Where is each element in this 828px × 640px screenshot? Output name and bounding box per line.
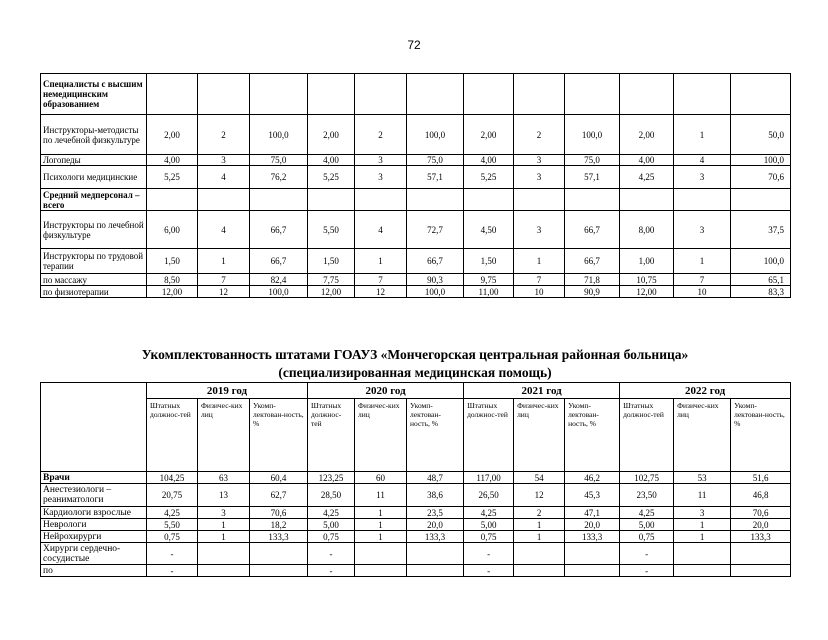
table-row	[41, 565, 791, 577]
row-label: Средний медперсонал – всего	[41, 189, 147, 211]
table-cell: 100,0	[407, 286, 464, 298]
table-cell: 3	[198, 507, 250, 519]
table-cell: 104,25	[147, 472, 198, 484]
table-cell: 100,0	[565, 115, 620, 155]
table-cell: 60,4	[250, 472, 308, 484]
table-cell	[308, 189, 355, 211]
table-cell	[407, 543, 464, 565]
table-cell: 0,75	[464, 531, 514, 543]
table-cell: 3	[674, 166, 731, 189]
table-cell: 4,25	[620, 507, 674, 519]
table-cell: 70,6	[250, 507, 308, 519]
table-cell: 117,00	[464, 472, 514, 484]
table-row	[41, 211, 791, 249]
table-row	[41, 74, 791, 115]
table-cell: -	[308, 565, 355, 577]
table-cell: 4	[198, 211, 250, 249]
column-subheader: Штатных должнос-тей	[464, 399, 514, 472]
table-cell: -	[620, 565, 674, 577]
table-cell	[514, 74, 565, 115]
table-cell: 6,00	[147, 211, 198, 249]
table-cell: 5,00	[308, 519, 355, 531]
table-cell: 66,7	[250, 211, 308, 249]
table-row	[41, 166, 791, 189]
table-cell: 4,50	[464, 211, 514, 249]
table-cell: 46,8	[731, 484, 791, 507]
table-row	[41, 115, 791, 155]
table-cell: 5,50	[147, 519, 198, 531]
table-row	[41, 189, 791, 211]
table-cell: 7	[198, 274, 250, 286]
table-cell: 133,3	[250, 531, 308, 543]
table-cell	[731, 189, 791, 211]
table-cell: 4,25	[464, 507, 514, 519]
table-cell	[250, 565, 308, 577]
table-cell: 133,3	[731, 531, 791, 543]
table-cell: 1,50	[308, 249, 355, 274]
table-row	[41, 484, 791, 507]
table-cell	[674, 565, 731, 577]
table-subtitle: (специализированная медицинская помощь)	[278, 365, 552, 380]
table-cell: 2,00	[464, 115, 514, 155]
table-cell: 100,0	[250, 286, 308, 298]
table-cell: 71,8	[565, 274, 620, 286]
table-cell: 8,50	[147, 274, 198, 286]
table-cell	[620, 74, 674, 115]
table-cell: 102,75	[620, 472, 674, 484]
year-header: 2022 год	[620, 383, 791, 399]
column-subheader: Физичес-ких лиц	[198, 399, 250, 472]
table-cell: 5,50	[308, 211, 355, 249]
table-cell: 4	[355, 211, 407, 249]
table-cell: 133,3	[565, 531, 620, 543]
table-row	[41, 543, 791, 565]
table-cell: 9,75	[464, 274, 514, 286]
table-cell: 8,00	[620, 211, 674, 249]
table-cell: 47,1	[565, 507, 620, 519]
table-cell: 1	[674, 115, 731, 155]
table-cell	[731, 74, 791, 115]
table-cell: 11,00	[464, 286, 514, 298]
table-cell: 3	[514, 211, 565, 249]
table-cell: 63	[198, 472, 250, 484]
table-cell: 1	[674, 519, 731, 531]
column-subheader: Физичес-ких лиц	[674, 399, 731, 472]
table-cell	[355, 74, 407, 115]
table-cell: 12	[198, 286, 250, 298]
table-cell: 7,75	[308, 274, 355, 286]
table-cell	[407, 189, 464, 211]
page-number: 72	[407, 38, 421, 52]
table-cell: 1	[674, 249, 731, 274]
table-cell: 4,00	[308, 155, 355, 166]
table-cell	[147, 74, 198, 115]
row-label: Врачи	[41, 472, 147, 484]
year-header: 2019 год	[147, 383, 308, 399]
table-cell	[514, 189, 565, 211]
table-cell: 2,00	[308, 115, 355, 155]
table-cell	[674, 74, 731, 115]
table-cell: -	[464, 565, 514, 577]
table-cell: 12,00	[620, 286, 674, 298]
table-cell	[731, 565, 791, 577]
column-subheader-row	[41, 399, 791, 472]
table-cell: 4,25	[147, 507, 198, 519]
table-cell: 20,75	[147, 484, 198, 507]
table-cell: 1	[198, 519, 250, 531]
table-row	[41, 472, 791, 484]
table-cell: 2	[514, 507, 565, 519]
table-cell: 65,1	[731, 274, 791, 286]
table-row	[41, 249, 791, 274]
table-row	[41, 274, 791, 286]
table-cell: -	[147, 543, 198, 565]
table-cell: 4	[198, 166, 250, 189]
table-cell: 50,0	[731, 115, 791, 155]
table-cell: 4,25	[620, 166, 674, 189]
table-cell: 57,1	[407, 166, 464, 189]
table-cell: 90,9	[565, 286, 620, 298]
table-row	[41, 507, 791, 519]
row-label: Специалисты с высшим немедицинским образованием	[41, 74, 147, 115]
table-cell: 75,0	[250, 155, 308, 166]
table-cell: 0,75	[308, 531, 355, 543]
table-cell: 2	[355, 115, 407, 155]
table-cell: 5,25	[147, 166, 198, 189]
table-cell: 2,00	[147, 115, 198, 155]
table-row	[41, 155, 791, 166]
table-cell: 1	[198, 249, 250, 274]
table-cell: 2	[514, 115, 565, 155]
table-cell: 66,7	[565, 249, 620, 274]
table-cell: 38,6	[407, 484, 464, 507]
column-subheader: Физичес-ких лиц	[355, 399, 407, 472]
table-cell	[674, 543, 731, 565]
row-label: Хирурги сердечно-сосудистые	[41, 543, 147, 565]
staffing-table-specialized	[40, 382, 791, 577]
staffing-table-continued	[40, 73, 791, 298]
table-cell: 7	[355, 274, 407, 286]
table-cell: 5,00	[464, 519, 514, 531]
table-cell	[250, 543, 308, 565]
table-cell: 90,3	[407, 274, 464, 286]
table-cell: 4	[674, 155, 731, 166]
row-label: Инструкторы-методисты по лечебной физкультуре	[41, 115, 147, 155]
table-cell: 10	[674, 286, 731, 298]
table-cell: 3	[198, 155, 250, 166]
table-cell: 26,50	[464, 484, 514, 507]
table-cell: 83,3	[731, 286, 791, 298]
table-cell: 70,6	[731, 507, 791, 519]
table-cell	[147, 189, 198, 211]
table-cell	[198, 74, 250, 115]
table-cell: 10	[514, 286, 565, 298]
table-cell: 1	[674, 531, 731, 543]
row-label: по физиотерапии	[41, 286, 147, 298]
table-cell: 100,0	[731, 155, 791, 166]
table-cell	[308, 74, 355, 115]
table-cell	[250, 189, 308, 211]
table-cell	[355, 543, 407, 565]
table-cell	[198, 189, 250, 211]
table-cell	[355, 565, 407, 577]
table-cell: 1	[198, 531, 250, 543]
table-cell: 20,0	[731, 519, 791, 531]
table-cell: 20,0	[565, 519, 620, 531]
year-header: 2021 год	[464, 383, 620, 399]
table-cell	[565, 74, 620, 115]
year-header: 2020 год	[308, 383, 464, 399]
table-cell: 1	[355, 531, 407, 543]
table-cell: 1	[355, 519, 407, 531]
table-cell: 0,75	[147, 531, 198, 543]
table-cell: 20,0	[407, 519, 464, 531]
table-cell: 3	[355, 155, 407, 166]
year-header-row	[41, 383, 791, 399]
table-cell	[355, 189, 407, 211]
table-cell: 28,50	[308, 484, 355, 507]
table-cell: 2,00	[620, 115, 674, 155]
table-cell: 82,4	[250, 274, 308, 286]
table-cell: 11	[355, 484, 407, 507]
row-label: по массажу	[41, 274, 147, 286]
table-cell: 75,0	[407, 155, 464, 166]
table-cell	[565, 565, 620, 577]
table-cell: 123,25	[308, 472, 355, 484]
table-cell: 54	[514, 472, 565, 484]
table-cell: 5,00	[620, 519, 674, 531]
column-subheader: Укомп-лектован-ность, %	[407, 399, 464, 472]
table-cell: -	[308, 543, 355, 565]
table-cell	[198, 543, 250, 565]
table-cell: 23,5	[407, 507, 464, 519]
table-row	[41, 286, 791, 298]
table-cell: 37,5	[731, 211, 791, 249]
table-cell	[407, 565, 464, 577]
table-cell: 60	[355, 472, 407, 484]
table-cell: 45,3	[565, 484, 620, 507]
table-cell: 7	[674, 274, 731, 286]
table-cell: 1,00	[620, 249, 674, 274]
table-cell: 13	[198, 484, 250, 507]
table-cell	[464, 74, 514, 115]
table-cell	[731, 543, 791, 565]
table-cell: 100,0	[407, 115, 464, 155]
table-cell	[514, 565, 565, 577]
table-cell: 3	[355, 166, 407, 189]
column-subheader: Укомп-лектован-ность, %	[565, 399, 620, 472]
row-label-header	[41, 383, 147, 472]
table-cell: 66,7	[407, 249, 464, 274]
table-cell: 11	[674, 484, 731, 507]
table-cell: 1,50	[464, 249, 514, 274]
table-cell: 4,25	[308, 507, 355, 519]
row-label: Нейрохирурги	[41, 531, 147, 543]
table-cell: 4,00	[147, 155, 198, 166]
table-cell: 3	[514, 155, 565, 166]
table-cell: 23,50	[620, 484, 674, 507]
table-cell: 57,1	[565, 166, 620, 189]
table-cell: 3	[674, 507, 731, 519]
table-cell: 75,0	[565, 155, 620, 166]
row-label: Анестезиологи – реаниматологи	[41, 484, 147, 507]
table-cell	[464, 189, 514, 211]
table-cell: 10,75	[620, 274, 674, 286]
table-row	[41, 519, 791, 531]
table-cell: -	[464, 543, 514, 565]
table-cell: 3	[514, 166, 565, 189]
table-cell: 7	[514, 274, 565, 286]
table-cell	[620, 189, 674, 211]
column-subheader: Штатных должнос-тей	[147, 399, 198, 472]
table-cell: 18,2	[250, 519, 308, 531]
row-label: Логопеды	[41, 155, 147, 166]
table-cell: 76,2	[250, 166, 308, 189]
table-cell	[198, 565, 250, 577]
row-label: Инструкторы по трудовой терапии	[41, 249, 147, 274]
table-cell	[250, 74, 308, 115]
row-label: Неврологи	[41, 519, 147, 531]
table-cell: 51,6	[731, 472, 791, 484]
row-label: Кардиологи взрослые	[41, 507, 147, 519]
table-cell	[565, 543, 620, 565]
table-cell: -	[620, 543, 674, 565]
table-cell: -	[147, 565, 198, 577]
table-cell: 12	[514, 484, 565, 507]
column-subheader: Укомп-лектован-ность, %	[250, 399, 308, 472]
table-cell: 133,3	[407, 531, 464, 543]
table-cell: 3	[674, 211, 731, 249]
table-cell: 1	[355, 507, 407, 519]
table-cell: 66,7	[250, 249, 308, 274]
table-cell	[514, 543, 565, 565]
table-cell: 5,25	[308, 166, 355, 189]
table-cell	[674, 189, 731, 211]
row-label: Психологи медицинские	[41, 166, 147, 189]
column-subheader: Штатных должнос-тей	[308, 399, 355, 472]
table-cell: 100,0	[250, 115, 308, 155]
table-cell: 46,2	[565, 472, 620, 484]
table-cell: 12,00	[147, 286, 198, 298]
table-cell	[565, 189, 620, 211]
column-subheader: Физичес-ких лиц	[514, 399, 565, 472]
table-cell: 4,00	[464, 155, 514, 166]
table-cell: 62,7	[250, 484, 308, 507]
table-title: Укомплектованность штатами ГОАУЗ «Мончегорская центральная районная больница»	[141, 347, 689, 362]
column-subheader: Укомп-лектован-ность, %	[731, 399, 791, 472]
table-row	[41, 531, 791, 543]
table-cell: 0,75	[620, 531, 674, 543]
table-cell: 100,0	[731, 249, 791, 274]
table-cell: 1	[514, 519, 565, 531]
row-label: Инструкторы по лечебной физкультуре	[41, 211, 147, 249]
table-cell: 12,00	[308, 286, 355, 298]
table-cell: 48,7	[407, 472, 464, 484]
column-subheader: Штатных должнос-тей	[620, 399, 674, 472]
table-cell: 5,25	[464, 166, 514, 189]
table-cell: 1	[355, 249, 407, 274]
table-cell: 53	[674, 472, 731, 484]
table-cell: 66,7	[565, 211, 620, 249]
row-label: по	[41, 565, 147, 577]
table-cell	[407, 74, 464, 115]
table-cell: 1	[514, 531, 565, 543]
table-cell: 70,6	[731, 166, 791, 189]
table-cell: 72,7	[407, 211, 464, 249]
table-cell: 1,50	[147, 249, 198, 274]
table-cell: 1	[514, 249, 565, 274]
table-cell: 2	[198, 115, 250, 155]
table-cell: 4,00	[620, 155, 674, 166]
table-cell: 12	[355, 286, 407, 298]
